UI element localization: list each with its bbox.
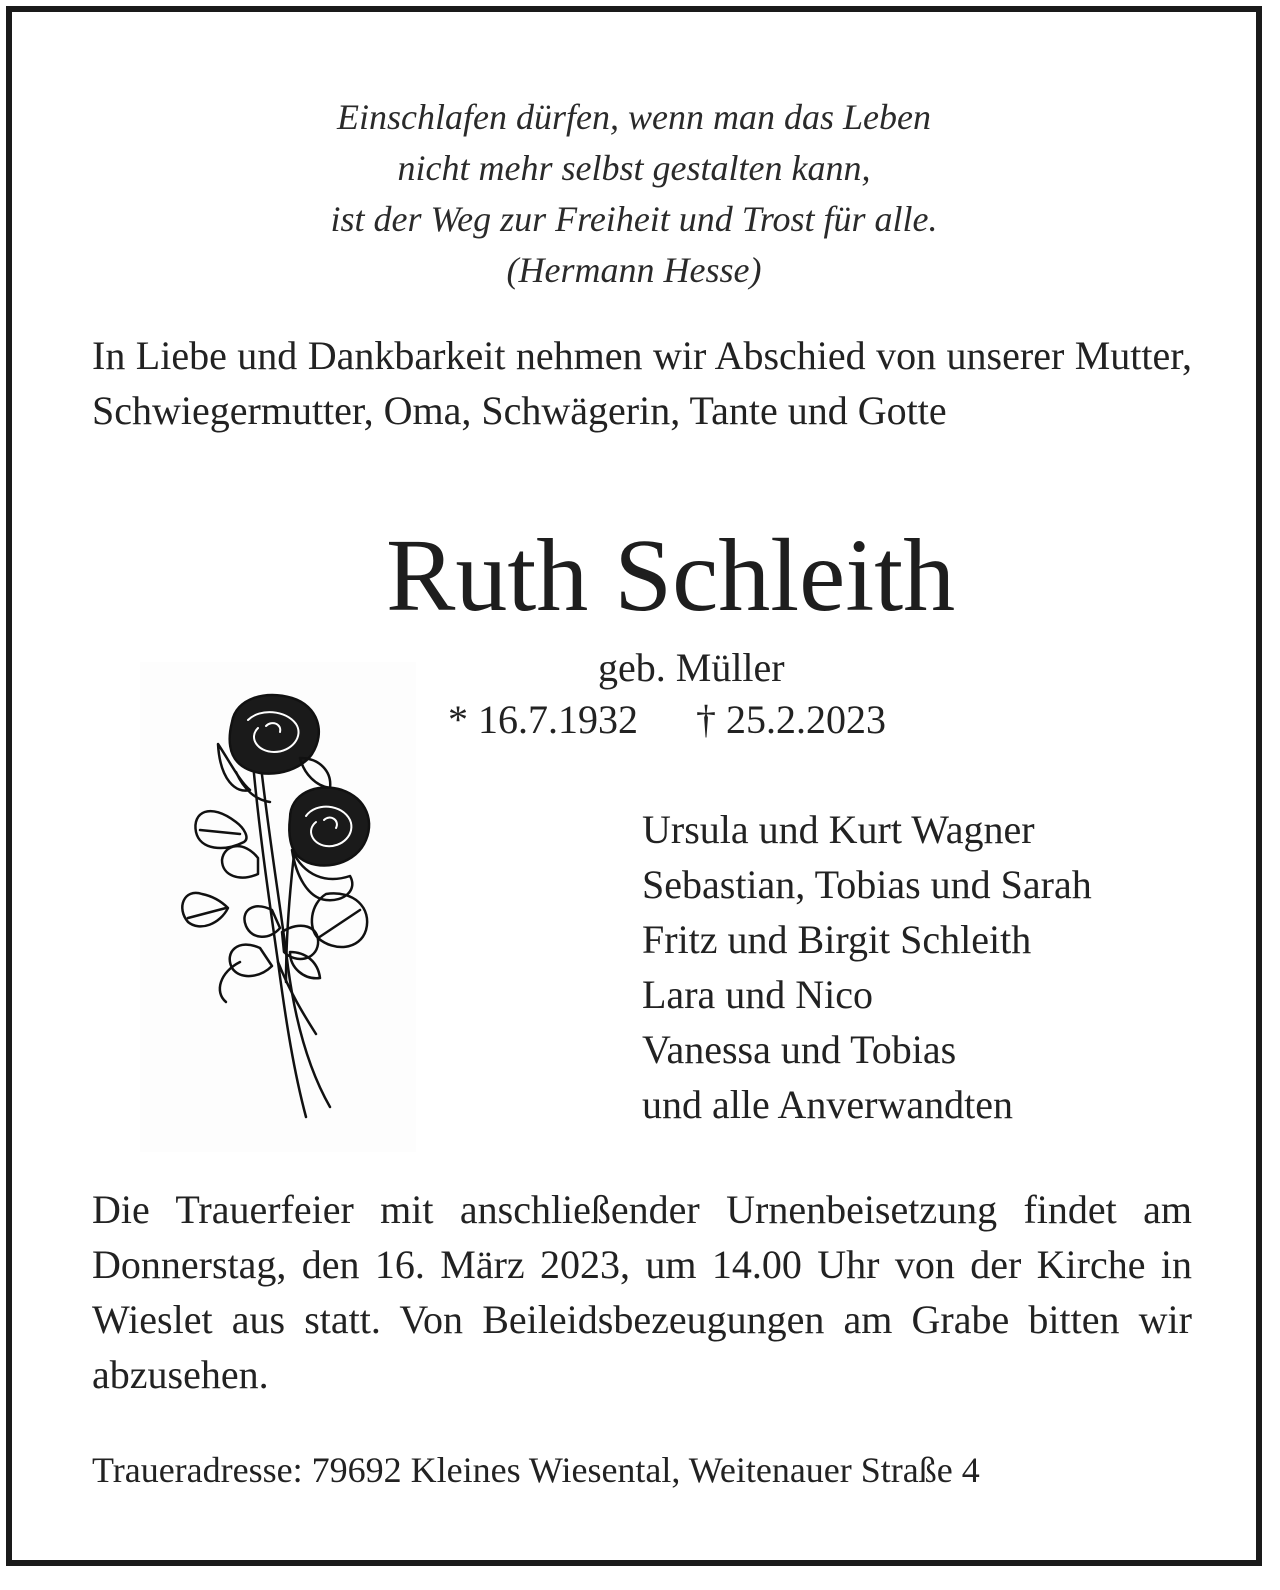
death-date: † 25.2.2023 — [696, 697, 886, 742]
quote-line: ist der Weg zur Freiheit und Trost für alle. — [330, 199, 938, 239]
mourner-line: Lara und Nico — [642, 972, 874, 1017]
quote-line: Einschlafen dürfen, wenn man das Leben — [337, 97, 931, 137]
quote-line: nicht mehr selbst gestalten kann, — [397, 148, 871, 188]
deceased-name: Ruth Schleith — [386, 518, 956, 633]
ceremony-text: Die Trauerfeier mit anschließender Urnenbeisetzung findet am Donnerstag, den 16. März 2023, um 14.00 Uhr von der Kirche in Wieslet aus statt. Von Beileidsbezeugungen am Grabe bitten wir abzusehen. — [92, 1187, 1192, 1397]
intro-text: In Liebe und Dankbarkeit nehmen wir Abschied von unserer Mutter, Schwiegermutter, Oma, Schwägerin, Tante und Gotte — [92, 333, 1192, 433]
rose-illustration-icon — [140, 662, 416, 1152]
mourning-address: Traueradresse: 79692 Kleines Wiesental, Weitenauer Straße 4 — [92, 1450, 980, 1490]
mourners-list — [642, 802, 1092, 1132]
birth-name: geb. Müller — [598, 645, 785, 690]
mourner-line: Ursula und Kurt Wagner — [642, 807, 1035, 852]
mourner-line: Vanessa und Tobias — [642, 1027, 957, 1072]
life-dates — [448, 696, 886, 744]
obituary-notice — [6, 6, 1262, 1566]
mourner-line: und alle Anverwandten — [642, 1082, 1013, 1127]
mourner-line: Fritz und Birgit Schleith — [642, 917, 1032, 962]
hesse-quote — [12, 92, 1256, 296]
quote-author: (Hermann Hesse) — [506, 250, 762, 290]
birth-date: * 16.7.1932 — [448, 697, 638, 742]
mourner-line: Sebastian, Tobias und Sarah — [642, 862, 1092, 907]
